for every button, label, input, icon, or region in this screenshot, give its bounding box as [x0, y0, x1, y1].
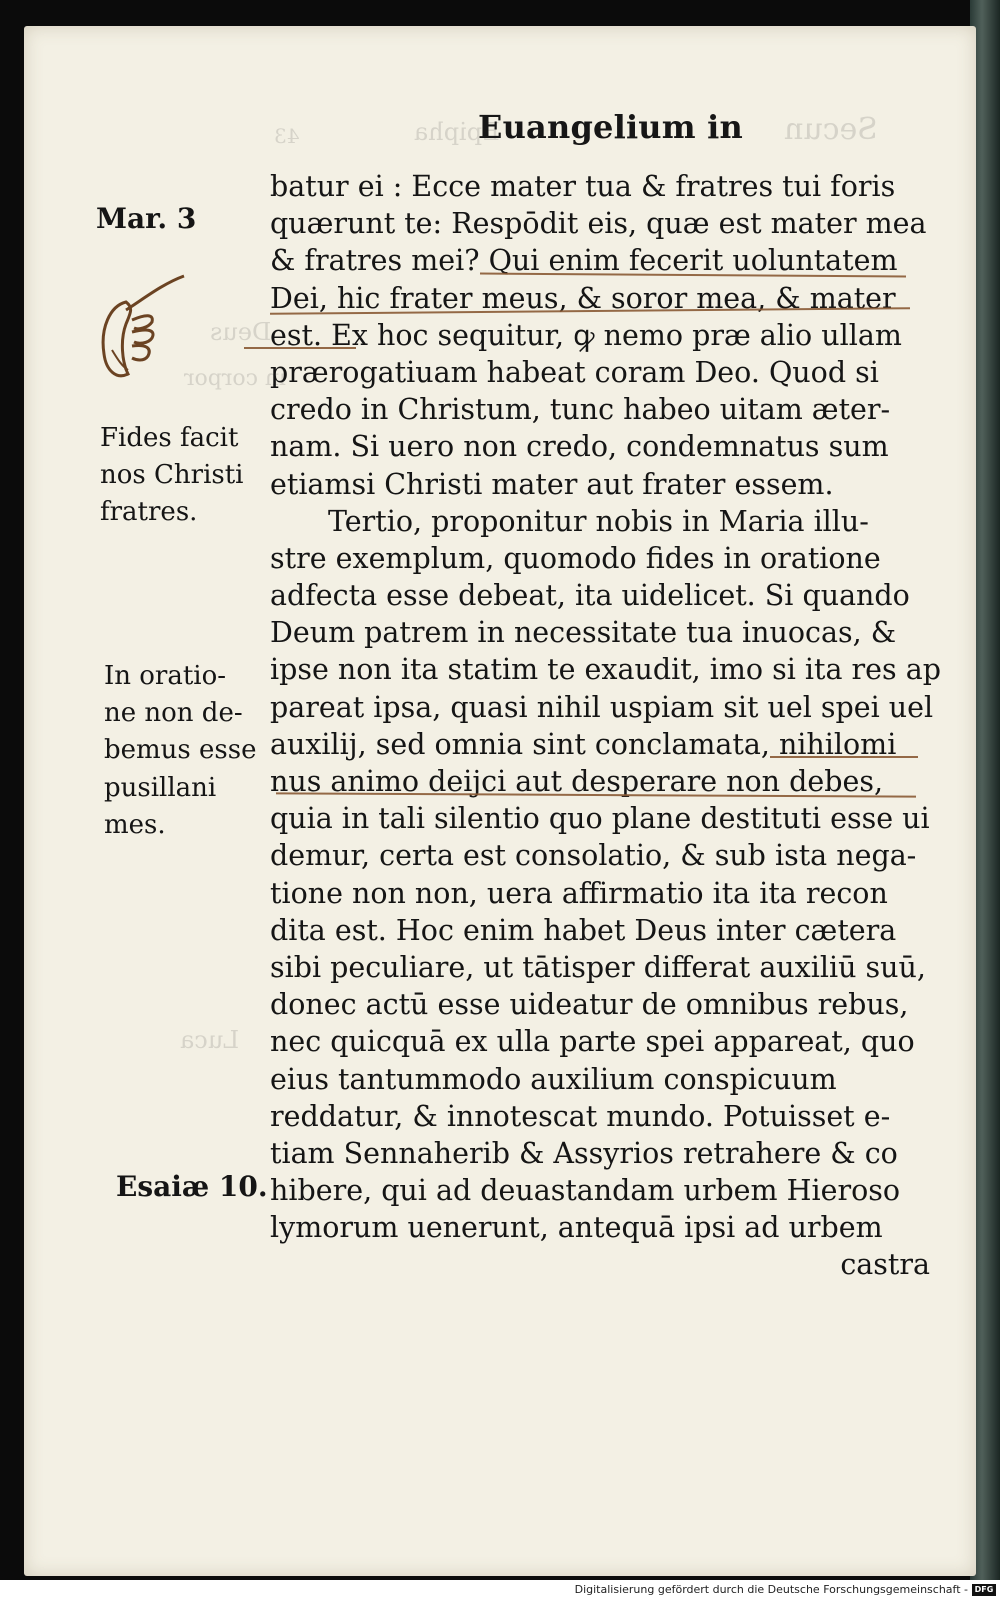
text-line: donec actū esse uideatur de omnibus rebus, — [270, 988, 909, 1022]
body-text — [270, 168, 941, 1284]
text-line: Tertio, proponitur nobis in Maria illu- — [328, 504, 869, 538]
margin-note-fides — [100, 420, 244, 532]
footer-credit: Digitalisierung gefördert durch die Deutsche Forschungsgemeinschaft - — [574, 1583, 968, 1596]
text-line: nus animo deijci aut desperare non debes, — [270, 765, 884, 798]
text-line: credo in Christum, tunc habeo uitam æter- — [270, 393, 891, 427]
margin-note-oratione — [104, 658, 257, 844]
text-line: stre exemplum, quomodo fides in oratione — [270, 541, 881, 575]
text-line: tiam Sennaherib & Assyrios retrahere & co — [270, 1136, 898, 1170]
text-line: demur, certa est consolatio, & sub ista nega- — [270, 839, 917, 873]
margin-note-line: mes. — [104, 809, 166, 840]
text-line: quærunt te: Respōdit eis, quæ est mater mea — [270, 207, 927, 241]
text-line: & fratres mei? Qui enim fecerit uoluntatem — [270, 244, 898, 278]
bleed-through-text: Luca — [180, 1026, 240, 1054]
margin-note-line: bemus esse — [104, 735, 257, 766]
handwritten-underline — [770, 756, 918, 758]
text-line: nam. Si uero non credo, condemnatus sum — [270, 430, 889, 464]
text-line: eius tantummodo auxilium conspicuum — [270, 1062, 837, 1096]
text-line: auxilij, sed omnia sint conclamata, nihilomi — [270, 727, 897, 761]
margin-note-line: ne non de- — [104, 698, 243, 729]
margin-note-line: fratres. — [100, 497, 198, 528]
catchword: castra — [840, 1248, 930, 1282]
text-line: adfecta esse debeat, ita uidelicet. Si quando — [270, 579, 910, 613]
bleed-through-text: Epipha — [414, 118, 500, 146]
text-line: etiamsi Christi mater aut frater essem. — [270, 467, 834, 501]
text-line: sibi peculiare, ut tātisper differat auxiliū suū, — [270, 950, 926, 984]
text-line: Dei, hic frater meus, & soror mea, & mater — [270, 281, 896, 315]
margin-note-line: pusillani — [104, 772, 217, 803]
bleed-through-text: Deus — [210, 318, 272, 346]
text-line: tione non non, uera affirmatio ita ita recon — [270, 876, 888, 910]
text-line: pareat ipsa, quasi nihil uspiam sit uel spei uel — [270, 690, 934, 724]
text-line: lymorum uenerunt, antequā ipsi ad urbem — [270, 1211, 883, 1245]
text-line: ipse non ita statim te exaudit, imo si ita res ap — [270, 653, 941, 687]
text-line: nec quicquā ex ulla parte spei appareat, quo — [270, 1025, 915, 1059]
margin-note-line: nos Christi — [100, 460, 244, 491]
bleed-through-text: in corpor — [184, 366, 287, 391]
text-line: batur ei : Ecce mater tua & fratres tui foris — [270, 170, 896, 203]
margin-note-esaiae: Esaiæ 10. — [116, 1170, 268, 1203]
handwritten-underline — [244, 347, 356, 349]
dfg-logo: DFG — [972, 1584, 996, 1596]
text-line: reddatur, & innotescat mundo. Potuisset e- — [270, 1099, 891, 1133]
text-line: est. Ex hoc sequitur, ꝙ nemo præ alio ullam — [270, 318, 902, 352]
text-line: Deum patrem in necessitate tua inuocas, & — [270, 616, 897, 650]
margin-note-line: Fides facit — [100, 423, 239, 453]
footer-bar — [0, 1580, 1000, 1599]
text-line: prærogatiuam habeat coram Deo. Quod si — [270, 355, 879, 389]
margin-note-line: In oratio- — [104, 661, 227, 691]
running-head: Euangelium in — [478, 108, 743, 146]
margin-note-mar: Mar. 3 — [96, 202, 197, 235]
marginal-pointing-hand-annotation-icon — [92, 270, 192, 390]
text-line: hibere, qui ad deuastandam urbem Hieroso — [270, 1174, 901, 1208]
bleed-through-text: Secun — [784, 112, 878, 147]
bleed-through-text: 43 — [274, 124, 300, 148]
text-line: dita est. Hoc enim habet Deus inter cætera — [270, 913, 897, 947]
text-line: quia in tali silentio quo plane destituti esse ui — [270, 802, 930, 836]
